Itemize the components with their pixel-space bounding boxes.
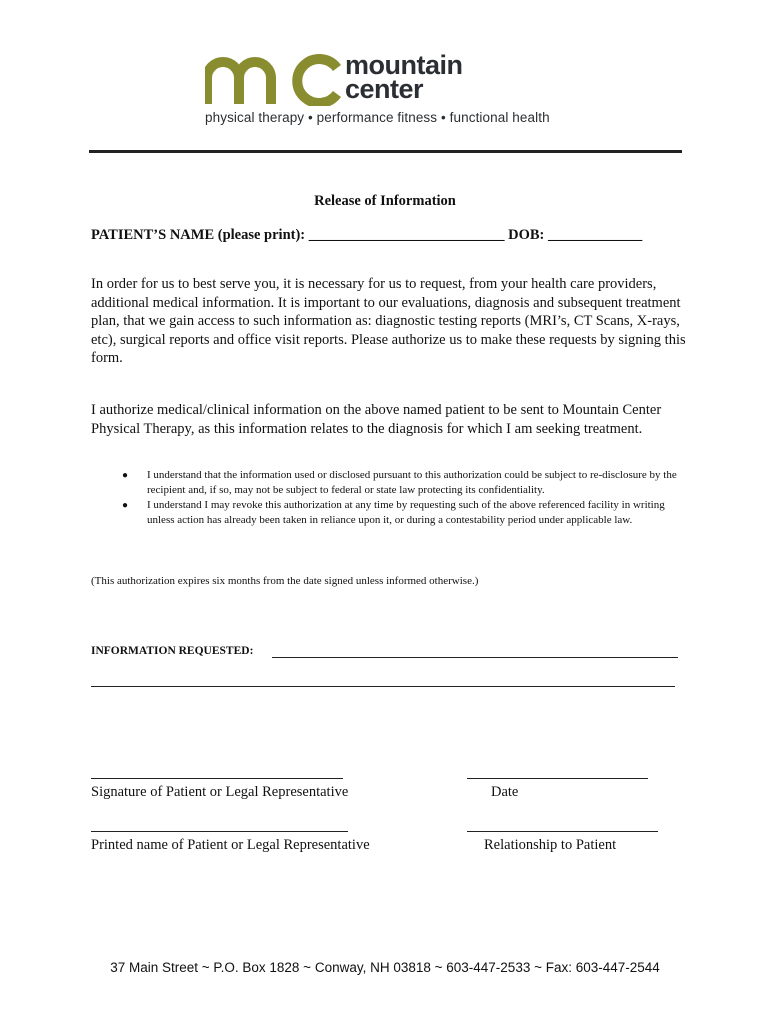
- information-requested-label: INFORMATION REQUESTED:: [91, 645, 254, 657]
- list-item: [91, 468, 681, 498]
- logo-tagline: physical therapy • performance fitness • functional health: [205, 110, 550, 125]
- logo-word-mountain: mountain: [345, 50, 463, 80]
- mountain-center-logo: [205, 52, 575, 132]
- expiry-note: (This authorization expires six months from the date signed unless informed otherwise.): [91, 575, 479, 587]
- mc-logo-mark-icon: [205, 54, 343, 106]
- bullet-text: I understand that the information used or disclosed pursuant to this authorization could be subject to re-disclosure by the recipient and, if so, may not be subject to federal or state law protecting its confidentiality.: [147, 469, 677, 496]
- authorization-paragraph: I authorize medical/clinical information on the above named patient to be sent to Mountain Center Physical Therapy, as this information relates to the diagnosis for which I am seeking treatment.: [91, 402, 662, 437]
- bullet-icon: ●: [122, 470, 129, 481]
- logo-word-center: center: [345, 74, 424, 104]
- bullet-text: I understand I may revoke this authorization at any time by requesting such of the above referenced facility in writing unless action has already been taken in reliance upon it, or during a contestability period under applicable law.: [147, 499, 665, 526]
- acknowledgement-list: [91, 468, 681, 528]
- header-divider: [89, 150, 682, 153]
- relationship-label: Relationship to Patient: [484, 837, 617, 853]
- printed-name-field[interactable]: [91, 831, 348, 832]
- information-requested-field[interactable]: [272, 657, 678, 658]
- intro-paragraph: In order for us to best serve you, it is necessary for us to request, from your health care providers, additional medical information. It is important to our evaluations, diagnosis and subsequent treatment plan, that we gain access to such information as: diagnostic testing reports (MRI’s, CT Scans, X-rays, etc), surgical reports and office visit reports. Please authorize us to make these requests by signing this form.: [91, 276, 686, 366]
- printed-name-label: Printed name of Patient or Legal Representative: [91, 837, 370, 853]
- footer-address: 37 Main Street ~ P.O. Box 1828 ~ Conway, NH 03818 ~ 603-447-2533 ~ Fax: 603-447-2544: [110, 960, 660, 975]
- date-label: Date: [491, 784, 519, 800]
- date-field[interactable]: [467, 778, 648, 779]
- form-title: Release of Information: [314, 193, 456, 209]
- patient-name-dob-field[interactable]: PATIENT’S NAME (please print): ___________________________ DOB: _____________: [91, 227, 643, 243]
- list-item: [91, 498, 681, 528]
- bullet-icon: ●: [122, 500, 129, 511]
- signature-field[interactable]: [91, 778, 343, 779]
- information-requested-field-line2[interactable]: [91, 686, 675, 687]
- relationship-field[interactable]: [467, 831, 658, 832]
- signature-label: Signature of Patient or Legal Representative: [91, 784, 349, 800]
